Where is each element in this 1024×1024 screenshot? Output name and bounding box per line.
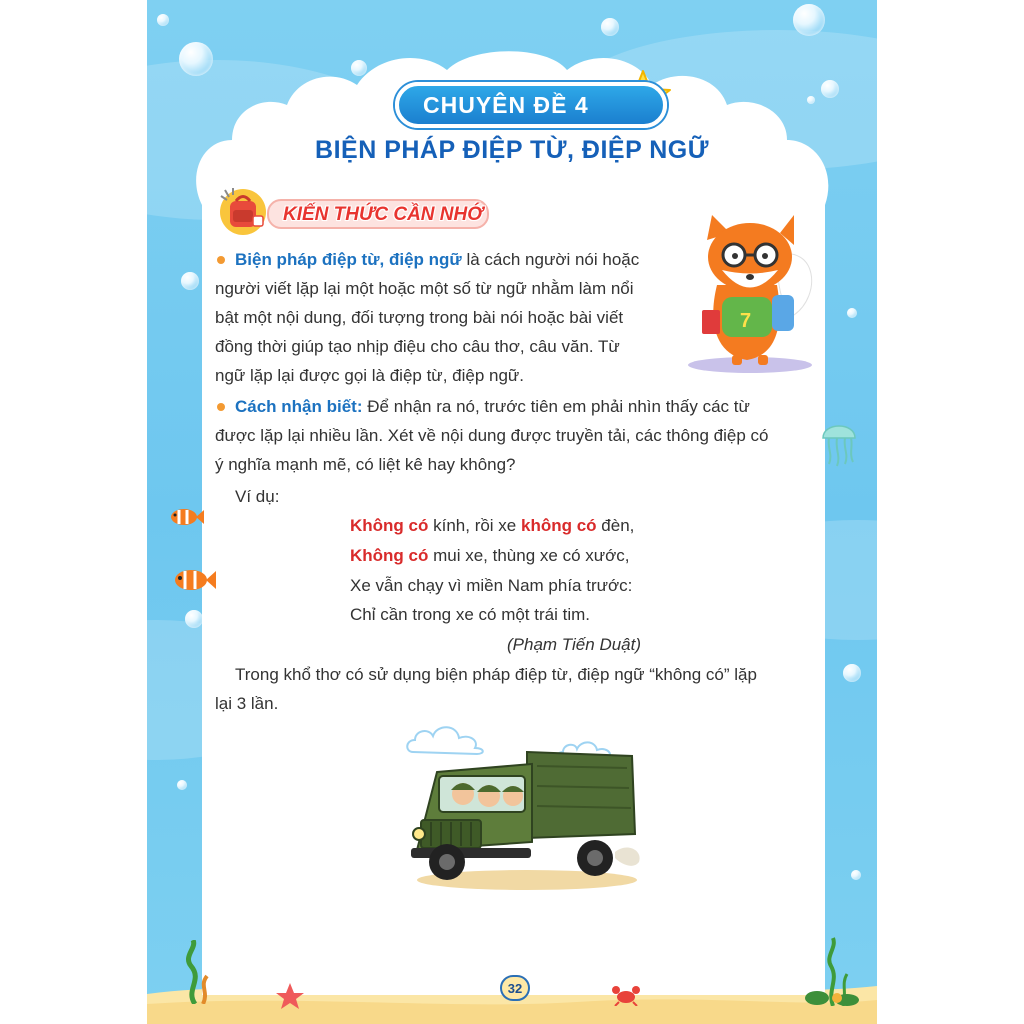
lesson-title: BIỆN PHÁP ĐIỆP TỪ, ĐIỆP NGỮ (315, 136, 709, 164)
example-label: Ví dụ: (235, 487, 280, 506)
jellyfish-icon (819, 418, 859, 468)
recognition-line-3: ý nghĩa mạnh mẽ, có liệt kê hay không? (215, 455, 516, 474)
poem-author: (Phạm Tiến Duật) (507, 635, 642, 654)
definition-line-2: người viết lặp lại một hoặc một số từ ngữ nhằm làm nổi (215, 279, 634, 298)
seaweed-icon (175, 940, 215, 1004)
backpack-icon (217, 186, 269, 238)
conclusion-line-2: lại 3 lần. (215, 694, 279, 713)
clownfish-icon (173, 566, 217, 594)
recognition-term: Cách nhận biết: (235, 397, 363, 416)
definition-line-1: Biện pháp điệp từ, điệp ngữ là cách người nói hoặc (235, 250, 640, 269)
poem-line-2: Không có mui xe, thùng xe có xước, (350, 546, 630, 565)
chapter-badge (395, 82, 667, 128)
bullet-icon (217, 256, 225, 264)
definition-line-3: bật một nội dung, đối tượng trong bài nói hoặc bài viết (215, 308, 624, 327)
definition-line-5: ngữ lặp lại được gọi là điệp từ, điệp ngữ. (215, 366, 525, 385)
bullet-icon (217, 403, 225, 411)
shirt-number: 7 (740, 310, 752, 332)
chapter-label: CHUYÊN ĐỀ 4 (423, 91, 589, 118)
starfish-icon (275, 982, 305, 1010)
poem-line-4: Chỉ cần trong xe có một trái tim. (350, 605, 590, 624)
poem-line-3: Xe vẫn chạy vì miền Nam phía trước: (350, 576, 633, 595)
military-truck-illustration (407, 742, 647, 892)
book-page (147, 0, 877, 1024)
crab-icon (611, 984, 641, 1006)
conclusion-line-1: Trong khổ thơ có sử dụng biện pháp điệp từ, điệp ngữ “không có” lặp (235, 665, 757, 684)
poem-line-1: Không có kính, rồi xe không có đèn, (350, 516, 635, 535)
recognition-line-2: được lặp lại nhiều lần. Xét về nội dung được truyền tải, các thông điệp có (215, 426, 769, 445)
definition-line-4: đồng thời giúp tạo nhịp điệu cho câu thơ, câu văn. Từ (215, 337, 620, 356)
definition-term: Biện pháp điệp từ, điệp ngữ (235, 250, 462, 269)
page-number: 32 (500, 975, 530, 1001)
clownfish-icon (169, 506, 205, 528)
recognition-line-1: Cách nhận biết: Để nhận ra nó, trước tiên em phải nhìn thấy các từ (235, 397, 750, 416)
coral-icon (803, 936, 863, 1006)
section-header: KIẾN THỨC CẦN NHỚ (283, 204, 484, 225)
